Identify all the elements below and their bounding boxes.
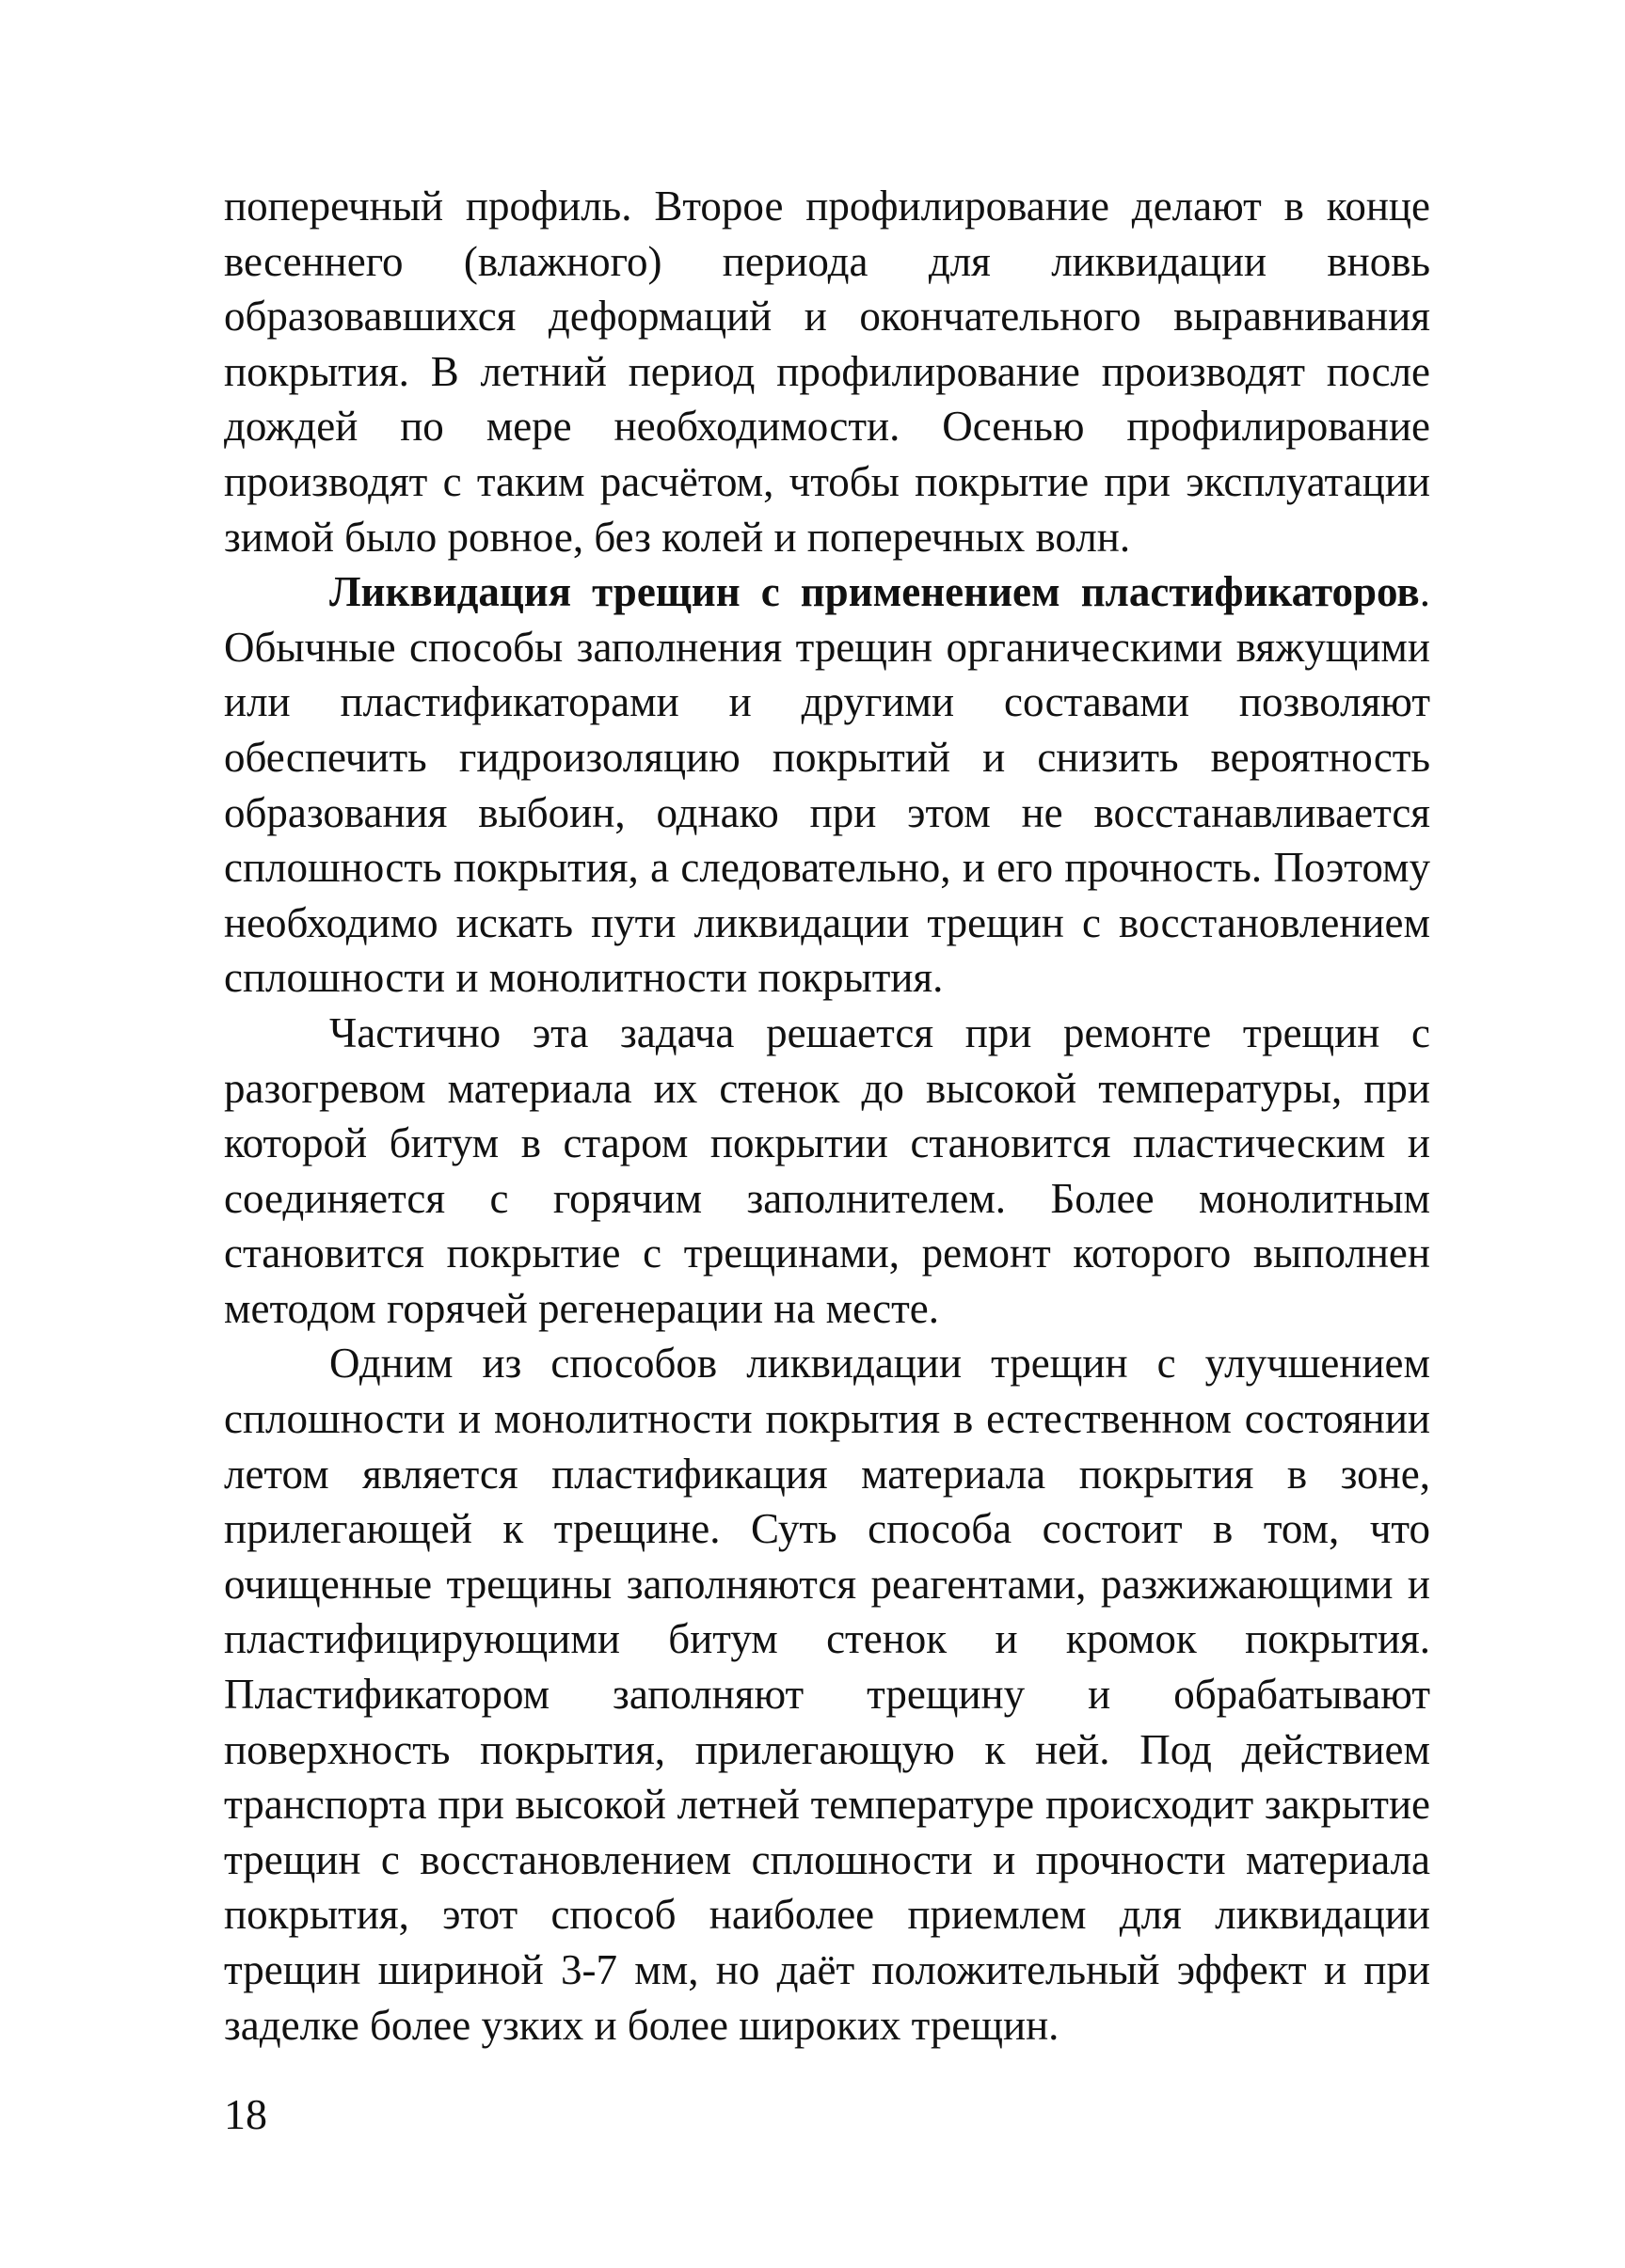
paragraph-plasticization [224,1336,1430,2053]
paragraph-text: . Обычные способы заполнения трещин органическими вяжущими или пластификаторами и другими составами позволяют обеспечить гидроизоляцию покрытий и снизить вероятность образования выбоин, однако при этом не восстанавливается сплошность покрытия, а следовательно, и его прочность. Поэтому необходимо искать пути ликвидации трещин с восстановлением сплошности и монолитности покрытия. [224,568,1430,1002]
paragraph-profiling [224,179,1430,564]
page-number: 18 [224,2090,267,2138]
section-heading: Ликвидация трещин с применением пластификаторов [329,568,1420,616]
paragraph-text: Одним из способов ликвидации трещин с улучшением сплошности и монолитности покрытия в естественном состоянии летом является пластификация материала покрытия в зоне, прилегающей к трещине. Суть способа состоит в том, что очищенные трещины заполняются реагентами, разжижающими и пластифицирующими битум стенок и кромок покрытия. Пластификатором заполняют трещину и обрабатывают поверхность покрытия, прилегающую к ней. Под действием транспорта при высокой летней температуре происходит закрытие трещин с восстановлением сплошности и прочности материала покрытия, этот способ наиболее приемлем для ликвидации трещин шириной 3-7 мм, но даёт положительный эффект и при заделке более узких и более широких трещин. [224,1340,1430,2049]
paragraph-crack-elimination [224,564,1430,1006]
paragraph-text: Частично эта задача решается при ремонте трещин с разогревом материала их стенок до высокой температуры, при которой битум в старом покрытии становится пластическим и соединяется с горячим заполнителем. Более монолитным становится покрытие с трещинами, ремонт которого выполнен методом горячей регенерации на месте. [224,1008,1430,1332]
paragraph-text: поперечный профиль. Второе профилирование делают в конце весеннего (влажного) периода для ликвидации вновь образовавшихся деформаций и окончательного выравнивания покрытия. В летний период профилирование производят после дождей по мере необходимости. Осенью профилирование производят с таким расчётом, чтобы покрытие при эксплуатации зимой было ровное, без колей и поперечных волн. [224,182,1430,561]
paragraph-hot-repair [224,1006,1430,1337]
body-text [224,179,1430,2053]
